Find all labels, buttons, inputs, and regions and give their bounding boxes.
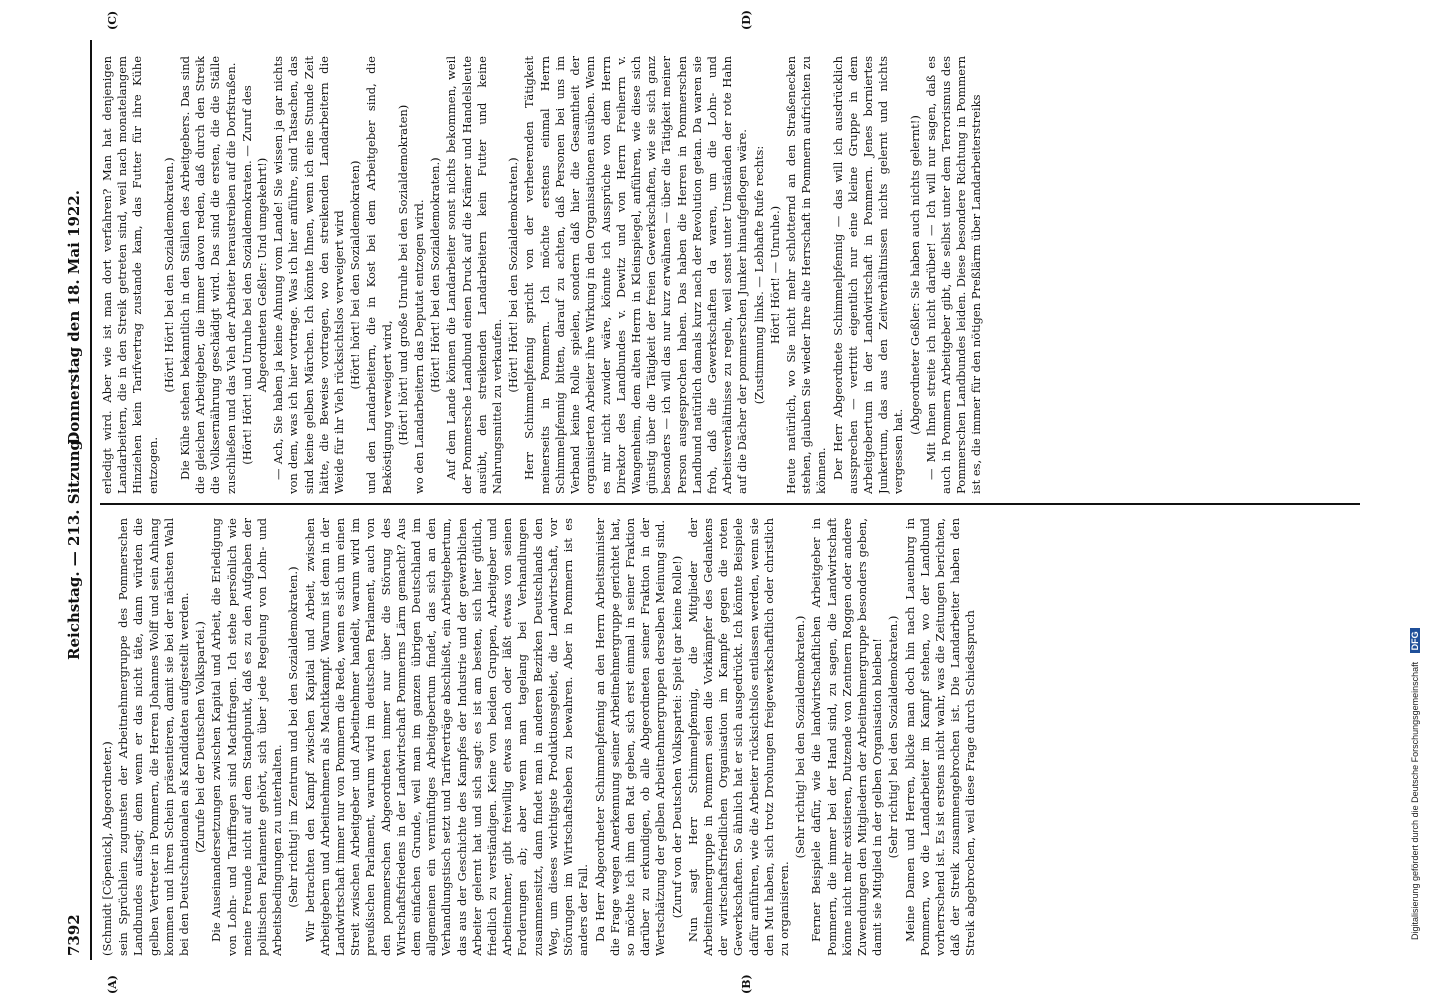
left-column bbox=[100, 518, 1360, 956]
paragraph: — Mit Ihnen streite ich nicht darüber! — Ich will nur sagen, daß es auch in Pommern Arbeitgeber gibt, die selbst unter dem Terrorismus des Pommerschen Landbundes leiden. Diese besondere Richtung in Pommern ist es, die immer für den nötigen Preßlärm über Landarbeiterstreiks bbox=[923, 56, 984, 494]
interjection: (Sehr richtig! bei den Sozialdemokraten.) bbox=[886, 615, 901, 859]
paragraph: Herr Schimmelpfennig spricht von der verheerenden Tätigkeit meinerseits in Pommern. Ich möchte erstens einmal Herrn Schimmelpfennig bitten, darauf zu achten, daß Personen bei uns im Verband keine Rolle spielen, sondern daß hier die Gesamtheit der organisierten Arbeiter ihre Wirkung in den Organisationen ausüben. Wenn es mir nicht zuwider wäre, könnte ich Aussprüche von dem Herrn Direktor des Landbundes v. Dewitz und von Herrn Freiherrn v. Wangenheim, dem alten Herrn in Kleinspiegel, anführen, wie diese sich günstig über die Tätigkeit der freien Gewerkschaften, wie sie sich ganz besonders — ich will das nur kurz erwähnen — über die Tätigkeit meiner Person ausgesprochen haben. Das haben die Herren in Pommerschen Landbund natürlich damals kurz nach der Revolution getan. Da waren sie froh, daß die Gewerkschaften da waren, um die Lohn- und Arbeitsverhältnisse zu regeln, weil sonst unter Umständen der rote Hahn auf die Dächer der pommerschen Junker hinaufgeflogen wäre. bbox=[522, 56, 750, 494]
paragraph: und den Landarbeitern, die in Kost bei dem Arbeitgeber sind, die Beköstigung verweigert wird, bbox=[364, 56, 394, 494]
session-date: Donnerstag den 18. Mai 1922. bbox=[65, 190, 83, 445]
digitization-credit bbox=[1410, 40, 1420, 940]
margin-mark-d: (D) bbox=[740, 10, 753, 30]
paragraph: sein Sprüchlein zugunsten der Arbeitnehmergruppe des Pommerschen Landbundes aufsagt; denn wenn er das nicht täte, dann würden die gelben Vertreter in Pommern, die Herren Johannes Wolff und sein Anhang kommen und ihren Schein präsentieren, damit sie bei der nächsten Wahl bei den Deutschnationalen als Kandidaten aufgestellt werden. bbox=[116, 518, 192, 956]
paragraph: wo den Landarbeitern das Deputat entzogen wird. bbox=[412, 199, 427, 494]
speaker-note: (Schmidt [Cöpenick], Abgeordneter.) bbox=[100, 741, 114, 956]
interjection: (Hört! Hört! bei den Sozialdemokraten.) bbox=[428, 157, 443, 393]
credit-text: Digitalisierung gefördert durch die Deutsche Forschungsgemeinschaft bbox=[1410, 661, 1420, 940]
paragraph: Meine Damen und Herren, blicke man doch hin nach Lauenburg in Pommern, wo die Landarbeiter im Kampf stehen, wo der Landbund vorherrschend ist. Es ist erstens nicht wahr, was die Zeitungen berichten, daß der Streik zusammengebrochen ist. Die Landarbeiter haben den Streik abgebrochen, weil diese Frage durch Schiedsspruch bbox=[902, 518, 978, 956]
margin-mark-b: (B) bbox=[740, 974, 753, 994]
interjection: (Hört! hört! bei den Sozialdemokraten) bbox=[348, 160, 363, 390]
interjection: (Abgeordneter Geßler: Sie haben auch nichts gelernt!) bbox=[907, 115, 922, 435]
interjection: (Hört! Hört! bei den Sozialdemokraten.) bbox=[161, 157, 176, 393]
paragraph: Heute natürlich, wo Sie nicht mehr schlotternd an den Straßenecken stehen, glauben Sie wieder Ihre alte Herrschaft in Pommern aufrichten zu können. bbox=[783, 56, 829, 494]
interjection: (Zustimmung links. — Lebhafte Rufe rechts: bbox=[751, 145, 766, 405]
paragraph: Ferner Beispiele dafür, wie die landwirtschaftlichen Arbeitgeber in Pommern, die immer bei der Hand sind, zu sagen, die Landwirtschaft könne nicht mehr existieren, Dutzende von Zentnern Roggen oder andere Zuwendungen den Mitgliedern der Arbeitnehmergruppe besonders geben, damit sie Mitglied in der gelben Organisation bleiben! bbox=[809, 518, 885, 956]
page-header bbox=[60, 40, 92, 960]
paragraph: erledigt wird. Aber wie ist man dort verfahren? Man hat denjenigen Landarbeitern, die in den Streik getreten sind, weil nach monatelangem Hinziehen kein Tarifvertrag zustande kam, das Futter für ihre Kühe entzogen. bbox=[100, 56, 160, 494]
paragraph: Auf dem Lande können die Landarbeiter sonst nichts bekommen, weil der Pommersche Landbund einen Druck auf die Krämer und Handelsleute ausübt, den streikenden Landarbeitern kein Futter und keine Nahrungsmittel zu verkaufen. bbox=[444, 56, 505, 494]
interjection: (Hört! Hört! und Unruhe bei den Sozialdemokraten. — Zuruf des Abgeordneten Geßler: Und umgekehrt!) bbox=[239, 85, 270, 465]
interjection: (Zurufe bei der Deutschen Volkspartei.) bbox=[193, 621, 208, 853]
dfg-logo: DFG bbox=[1410, 628, 1420, 653]
interjection: (Zuruf von der Deutschen Volkspartei: Spielt gar keine Rolle!) bbox=[669, 555, 684, 919]
paragraph: — Ach, Sie haben ja keine Ahnung vom Lande! Sie wissen ja gar nichts von dem, was ich hier vortrage. Was ich hier anführe, sind Tatsachen, das sind keine gelben Märchen. Ich könnte Ihnen, wenn ich eine Stunde Zeit hätte, die Beweise vortragen, wo den streikenden Landarbeitern die Weide für ihr Vieh rücksichtslos verweigert wird bbox=[271, 56, 347, 494]
margin-mark-a: (A) bbox=[106, 975, 119, 994]
interjection: (Sehr richtig! bei den Sozialdemokraten.) bbox=[793, 615, 808, 859]
page-number: 7392 bbox=[65, 914, 83, 956]
paragraph: Die Auseinandersetzungen zwischen Kapital und Arbeit, die Erledigung von Lohn- und Tariffragen sind Machtfragen. Ich stehe persönlich wie meine Freunde nicht auf dem Standpunkt, daß es zu den Aufgaben der politischen Parlamente gehört, sich über jede Regelung von Lohn- und Arbeitsbedingungen zu unterhalten. bbox=[209, 518, 285, 956]
session-title: Reichstag. — 213. Sitzung. bbox=[65, 434, 83, 660]
paragraph: Der Herr Abgeordnete Schimmelpfennig — das will ich ausdrücklich aussprechen — vertritt eigentlich nur eine kleine Gruppe in dem Arbeitgebertum in der Landwirtschaft in Pommern. Jenes borniertes Junkertum, das aus den Zeitverhältnissen nichts gelernt und nichts vergessen hat. bbox=[830, 56, 906, 494]
paragraph: Die Kühe stehen bekanntlich in den Ställen des Arbeitgebers. Das sind die gleichen Arbeitgeber, die immer davon reden, daß durch den Streik die Volksernährung geschädigt wird. Das sind die ersten, die die Ställe zuschließen und das Vieh der Arbeiter heraustreiben auf die Dorfstraßen. bbox=[178, 56, 238, 494]
column-divider bbox=[100, 503, 1360, 505]
paragraph: Da Herr Abgeordneter Schimmelpfennig an den Herrn Arbeitsminister die Frage wegen Anerkennung seiner Arbeitnehmergruppe gerichtet hat, so möchte ich ihm den Rat geben, sich erst einmal in seiner Fraktion darüber zu erkundigen, ob alle Abgeordneten seiner Fraktion in der Wertschätzung der gelben Arbeitnehmergruppen derselben Meinung sind. bbox=[592, 518, 668, 956]
newspaper-page bbox=[60, 10, 1380, 994]
interjection: (Hört! Hört! bei den Sozialdemokraten.) bbox=[506, 157, 521, 393]
interjection: Hört! Hört! — Unruhe.) bbox=[767, 205, 782, 345]
paragraph: Wir betrachten den Kampf zwischen Kapital und Arbeit, zwischen Arbeitgebern und Arbeitnehmern als Machtkampf. Warum ist denn in der Landwirtschaft immer nur von Pommern die Rede, wenn es sich um einen Streit zwischen Arbeitgeber und Arbeitnehmer handelt, warum wird im preußischen Parlament, warum wird im deutschen Parlament, auch von den pommerschen Abgeordneten immer nur über die Störung des Wirtschaftsfriedens in der Landwirtschaft Pommerns Lärm gemacht? Aus dem einfachen Grunde, weil man im ganzen übrigen Deutschland im allgemeinen ein vernünftiges Arbeitgebertum findet, das sich an den Verhandlungstisch setzt und Tarifverträge abschließt, ein Arbeitgebertum, das aus der Geschichte des Kampfes der Industrie und der gewerblichen Arbeiter gelernt hat und sich sagt: es ist am besten, sich hier gütlich, friedlich zu verständigen. Keine von beiden Gruppen, Arbeitgeber und Arbeitnehmer, gibt freiwillig etwas nach oder läßt etwas von seinen Forderungen ab; aber wenn man tagelang bei Verhandlungen zusammensitzt, dann findet man in anderen Bezirken Deutschlands den Weg, um dieses wichtigste Produktionsgebiet, die Landwirtschaft, vor Störungen im Wirtschaftsleben zu bewahren. Aber in Pommern ist es anders der Fall. bbox=[302, 518, 591, 956]
right-column bbox=[100, 56, 1360, 494]
paragraph: Nun sagt Herr Schimmelpfennig, die Mitglieder der Arbeitnehmergruppe in Pommern seien die Vorkämpfer des Gedankens der wirtschaftsfriedlichen Organisation im Kampfe gegen die roten Gewerkschaften. So ähnlich hat er sich ausgedrückt. Ich könnte Beispiele dafür anführen, wie die Arbeiter rücksichtslos entlassen werden, wenn sie den Mut haben, sich trotz Drohungen freigewerkschaftlich oder christlich zu organisieren. bbox=[685, 518, 791, 956]
margin-mark-c: (C) bbox=[106, 10, 119, 30]
interjection: (Hört! hört! und große Unruhe bei den Sozialdemokraten) bbox=[395, 104, 410, 446]
interjection: (Sehr richtig! im Zentrum und bei den Sozialdemokraten.) bbox=[286, 566, 301, 908]
